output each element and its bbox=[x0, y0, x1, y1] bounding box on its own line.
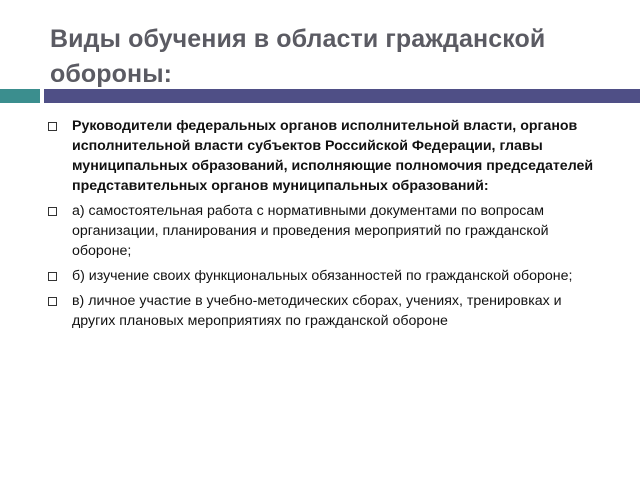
square-bullet-icon bbox=[48, 207, 57, 216]
list-item bbox=[48, 291, 608, 331]
list-item bbox=[48, 116, 608, 196]
square-bullet-icon bbox=[48, 272, 57, 281]
list-item-text: Руководители федеральных органов исполнительной власти, органов исполнительной власти субъектов Российской Федерации, главы муниципальных образований, исполняющие полномочия председателей представительных органов муниципальных образований: bbox=[72, 118, 594, 194]
list-item bbox=[48, 201, 608, 261]
bullet-list bbox=[48, 116, 608, 336]
list-item-text: а) самостоятельная работа с нормативными документами по вопросам организации, планирования и проведения мероприятий по гражданской обороне; bbox=[72, 203, 549, 259]
square-bullet-icon bbox=[48, 122, 57, 131]
list-item-text: в) личное участие в учебно-методических сборах, учениях, тренировках и других плановых мероприятиях по гражданской обороне bbox=[72, 293, 562, 329]
square-bullet-icon bbox=[48, 297, 57, 306]
list-item-text: б) изучение своих функциональных обязанностей по гражданской обороне; bbox=[72, 268, 573, 284]
slide-title: Виды обучения в области гражданской обороны: bbox=[50, 25, 546, 88]
title-accent-bar bbox=[0, 89, 40, 103]
title-divider-bar bbox=[44, 89, 640, 103]
list-item bbox=[48, 266, 608, 286]
